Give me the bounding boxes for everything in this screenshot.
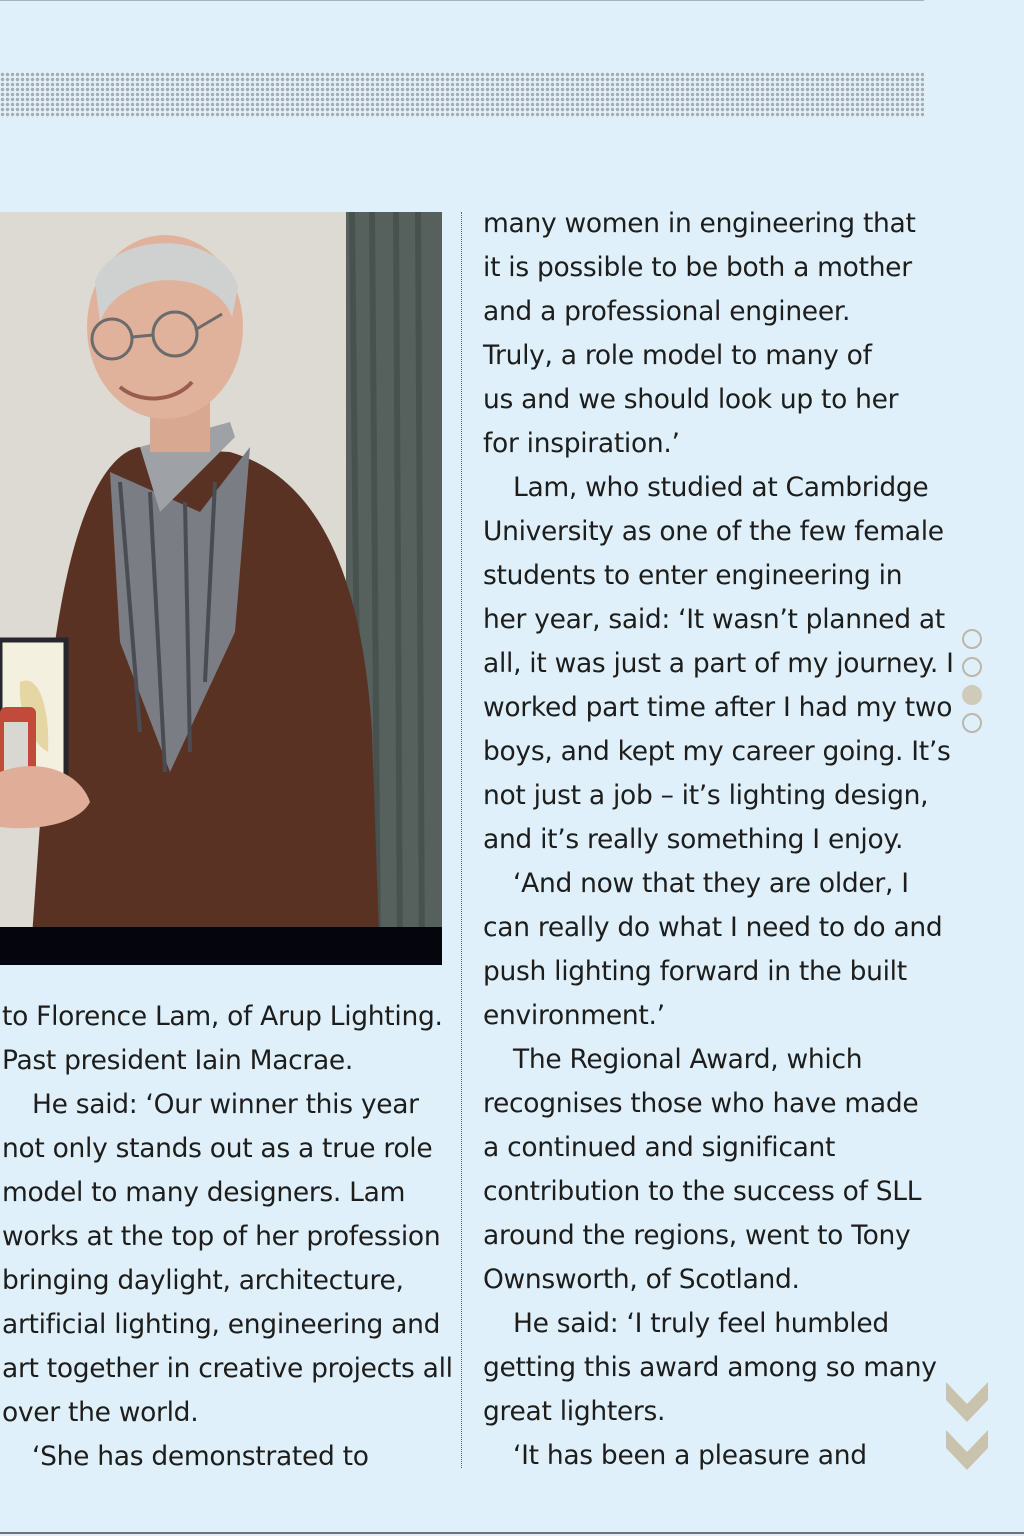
- article-line: and a professional engineer.: [483, 296, 851, 327]
- article-line: ‘She has demonstrated to: [32, 1441, 369, 1472]
- halftone-header-band: [0, 72, 924, 118]
- article-line: He said: ‘Our winner this year: [32, 1089, 419, 1120]
- article-line: Ownsworth, of Scotland.: [483, 1264, 800, 1295]
- article-line: He said: ‘I truly feel humbled: [513, 1308, 889, 1339]
- column-divider: [461, 212, 462, 1468]
- article-line: Lam, who studied at Cambridge: [513, 472, 929, 503]
- article-line: over the world.: [2, 1397, 199, 1428]
- article-line: a continued and significant: [483, 1132, 836, 1163]
- article-line: Truly, a role model to many of: [483, 340, 872, 371]
- article-line: not just a job – it’s lighting design,: [483, 780, 929, 811]
- article-photo: [0, 212, 442, 965]
- article-line: her year, said: ‘It wasn’t planned at: [483, 604, 945, 635]
- article-line: The Regional Award, which: [513, 1044, 863, 1075]
- article-line: push lighting forward in the built: [483, 956, 907, 987]
- article-line: getting this award among so many: [483, 1352, 937, 1383]
- pager-dot-icon[interactable]: [962, 629, 982, 649]
- article-line: art together in creative projects all: [2, 1353, 453, 1384]
- pager-dot-icon[interactable]: [962, 685, 982, 705]
- article-line: artificial lighting, engineering and: [2, 1309, 441, 1340]
- article-line: all, it was just a part of my journey. I: [483, 648, 954, 679]
- article-line: recognises those who have made: [483, 1088, 919, 1119]
- article-line: for inspiration.’: [483, 428, 680, 459]
- article-line: great lighters.: [483, 1396, 666, 1427]
- article-line: not only stands out as a true role: [2, 1133, 433, 1164]
- article-line: environment.’: [483, 1000, 665, 1031]
- double-chevron-down-icon[interactable]: [944, 1380, 990, 1474]
- article-column-right: [483, 202, 954, 1478]
- article-line: boys, and kept my career going. It’s: [483, 736, 951, 767]
- article-line: works at the top of her profession: [2, 1221, 441, 1252]
- article-line: model to many designers. Lam: [2, 1177, 406, 1208]
- page-indicator: [962, 629, 986, 741]
- article-line: it is possible to be both a mother: [483, 252, 912, 283]
- pager-dot-icon[interactable]: [962, 713, 982, 733]
- article-line: ‘It has been a pleasure and: [513, 1440, 867, 1471]
- article-line: can really do what I need to do and: [483, 912, 943, 943]
- article-line: around the regions, went to Tony: [483, 1220, 911, 1251]
- article-line: many women in engineering that: [483, 208, 916, 239]
- article-line: to Florence Lam, of Arup Lighting.: [2, 1001, 443, 1032]
- article-line: worked part time after I had my two: [483, 692, 953, 723]
- article-line: bringing daylight, architecture,: [2, 1265, 404, 1296]
- article-line: ‘And now that they are older, I: [513, 868, 909, 899]
- article-column-left: [2, 995, 453, 1479]
- article-line: Past president Iain Macrae.: [2, 1045, 354, 1076]
- bottom-rule: [0, 1532, 1024, 1534]
- article-line: us and we should look up to her: [483, 384, 899, 415]
- photo-illustration: [0, 212, 442, 965]
- article-line: students to enter engineering in: [483, 560, 903, 591]
- pager-dot-icon[interactable]: [962, 657, 982, 677]
- top-rule: [0, 0, 924, 1]
- article-line: and it’s really something I enjoy.: [483, 824, 904, 855]
- article-line: University as one of the few female: [483, 516, 944, 547]
- article-line: contribution to the success of SLL: [483, 1176, 922, 1207]
